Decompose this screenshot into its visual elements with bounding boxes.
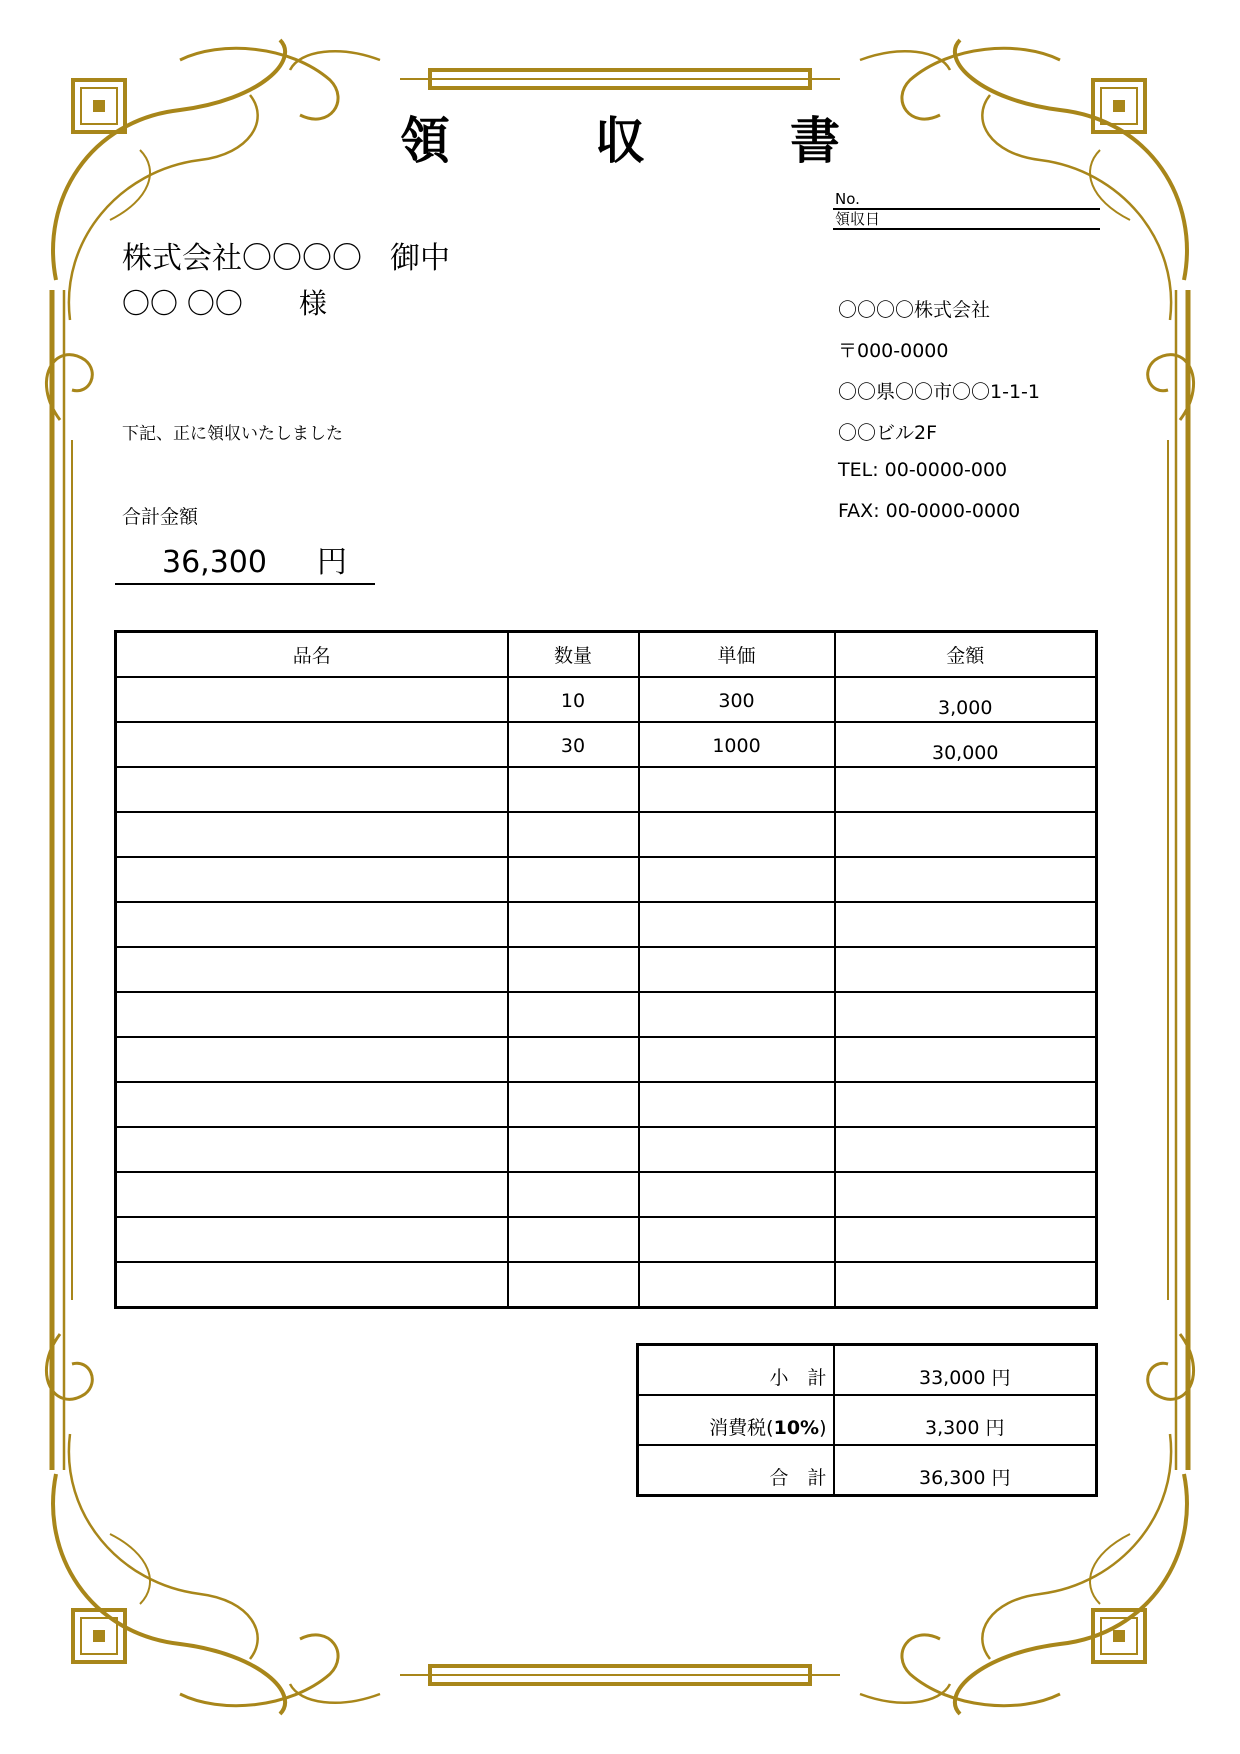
cell-unit-price[interactable]: [639, 1172, 835, 1217]
table-row: [116, 1262, 1097, 1308]
cell-item-name[interactable]: [116, 1172, 508, 1217]
issuer-name: 〇〇〇〇株式会社: [838, 299, 991, 321]
recipient-company: [122, 242, 450, 276]
total-amount-currency: 円: [317, 545, 347, 580]
cell-unit-price[interactable]: [639, 947, 835, 992]
receipt-number-label: No.: [835, 190, 860, 208]
cell-quantity[interactable]: [508, 902, 639, 947]
table-row: [116, 857, 1097, 902]
table-header-row: [116, 632, 1097, 678]
cell-unit-price[interactable]: [639, 1127, 835, 1172]
table-row: [116, 767, 1097, 812]
cell-unit-price[interactable]: [639, 1037, 835, 1082]
table-row: [116, 677, 1097, 722]
issuer-address-line2: 〇〇ビル2F: [838, 422, 938, 444]
cell-amount[interactable]: [835, 1127, 1097, 1172]
cell-unit-price[interactable]: [639, 857, 835, 902]
issuer-tel: TEL: 00-0000-000: [838, 459, 1008, 481]
cell-amount[interactable]: [835, 1037, 1097, 1082]
cell-amount[interactable]: [835, 1262, 1097, 1308]
cell-amount[interactable]: 30,000: [835, 722, 1097, 767]
grand-total-value[interactable]: 36,300 円: [834, 1445, 1097, 1496]
cell-quantity[interactable]: [508, 767, 639, 812]
grand-total-label: 合 計: [638, 1445, 834, 1496]
cell-unit-price[interactable]: [639, 812, 835, 857]
receipt-number-field[interactable]: [833, 190, 1100, 210]
cell-quantity[interactable]: 30: [508, 722, 639, 767]
cell-unit-price[interactable]: [639, 767, 835, 812]
cell-unit-price[interactable]: [639, 1082, 835, 1127]
cell-item-name[interactable]: [116, 722, 508, 767]
cell-quantity[interactable]: [508, 857, 639, 902]
recipient-person-suffix: 様: [298, 287, 327, 320]
cell-unit-price[interactable]: [639, 1262, 835, 1308]
receipt-note: 下記、正に領収いたしました: [122, 424, 343, 444]
cell-quantity[interactable]: [508, 1217, 639, 1262]
cell-quantity[interactable]: [508, 1127, 639, 1172]
total-amount-label: 合計金額: [122, 506, 199, 528]
table-row: [116, 992, 1097, 1037]
cell-amount[interactable]: [835, 1082, 1097, 1127]
cell-amount[interactable]: [835, 992, 1097, 1037]
cell-item-name[interactable]: [116, 1262, 508, 1308]
title-char: 領: [400, 112, 450, 170]
items-table: [114, 630, 1098, 1309]
cell-item-name[interactable]: [116, 947, 508, 992]
header-item-name: 品名: [116, 632, 508, 678]
receipt-date-label: 領収日: [835, 210, 881, 228]
cell-quantity[interactable]: 10: [508, 677, 639, 722]
cell-quantity[interactable]: [508, 1262, 639, 1308]
table-row: [116, 1082, 1097, 1127]
cell-item-name[interactable]: [116, 857, 508, 902]
recipient-company-name: 株式会社〇〇〇〇: [122, 241, 362, 276]
tax-row: [638, 1395, 1097, 1445]
cell-amount[interactable]: [835, 1217, 1097, 1262]
cell-item-name[interactable]: [116, 1082, 508, 1127]
issuer-fax: FAX: 00-0000-0000: [838, 500, 1021, 522]
subtotal-label: 小 計: [638, 1345, 834, 1396]
title-char: 収: [595, 112, 645, 170]
issuer-address-line1: 〇〇県〇〇市〇〇1-1-1: [838, 381, 1040, 403]
header-quantity: 数量: [508, 632, 639, 678]
header-unit-price: 単価: [639, 632, 835, 678]
table-row: [116, 1127, 1097, 1172]
cell-unit-price[interactable]: 1000: [639, 722, 835, 767]
table-row: [116, 1172, 1097, 1217]
cell-amount[interactable]: [835, 1172, 1097, 1217]
cell-amount[interactable]: 3,000: [835, 677, 1097, 722]
cell-item-name[interactable]: [116, 992, 508, 1037]
summary-table: [636, 1343, 1098, 1497]
cell-item-name[interactable]: [116, 767, 508, 812]
cell-amount[interactable]: [835, 902, 1097, 947]
recipient-company-suffix: 御中: [390, 241, 450, 276]
table-row: [116, 812, 1097, 857]
cell-item-name[interactable]: [116, 902, 508, 947]
total-amount-box: [115, 543, 375, 585]
tax-label-prefix: 消費税(: [709, 1417, 774, 1439]
document-title: [400, 106, 840, 176]
cell-unit-price[interactable]: [639, 1217, 835, 1262]
cell-unit-price[interactable]: [639, 992, 835, 1037]
cell-quantity[interactable]: [508, 947, 639, 992]
cell-amount[interactable]: [835, 947, 1097, 992]
cell-amount[interactable]: [835, 857, 1097, 902]
receipt-date-field[interactable]: [833, 210, 1100, 230]
cell-unit-price[interactable]: [639, 902, 835, 947]
cell-amount[interactable]: [835, 812, 1097, 857]
tax-rate: 10%: [773, 1417, 820, 1439]
recipient-person-name: 〇〇 〇〇: [122, 287, 243, 320]
header-amount: 金額: [835, 632, 1097, 678]
grand-total-row: [638, 1445, 1097, 1496]
recipient-person: [122, 288, 327, 320]
tax-value[interactable]: 3,300 円: [834, 1395, 1097, 1445]
cell-quantity[interactable]: [508, 812, 639, 857]
cell-item-name[interactable]: [116, 1217, 508, 1262]
tax-label: [638, 1395, 834, 1445]
cell-amount[interactable]: [835, 767, 1097, 812]
subtotal-row: [638, 1345, 1097, 1396]
cell-item-name[interactable]: [116, 812, 508, 857]
subtotal-value[interactable]: 33,000 円: [834, 1345, 1097, 1396]
table-row: [116, 1037, 1097, 1082]
table-row: [116, 947, 1097, 992]
table-row: [116, 1217, 1097, 1262]
cell-item-name[interactable]: [116, 1127, 508, 1172]
cell-quantity[interactable]: [508, 992, 639, 1037]
cell-unit-price[interactable]: 300: [639, 677, 835, 722]
tax-label-suffix: ): [819, 1417, 827, 1439]
cell-quantity[interactable]: [508, 1037, 639, 1082]
issuer-zip: 〒000-0000: [838, 340, 949, 362]
title-char: 書: [790, 112, 840, 170]
table-row: [116, 722, 1097, 767]
cell-item-name[interactable]: [116, 677, 508, 722]
table-row: [116, 902, 1097, 947]
total-amount-value: 36,300: [162, 545, 267, 580]
cell-quantity[interactable]: [508, 1172, 639, 1217]
cell-item-name[interactable]: [116, 1037, 508, 1082]
cell-quantity[interactable]: [508, 1082, 639, 1127]
